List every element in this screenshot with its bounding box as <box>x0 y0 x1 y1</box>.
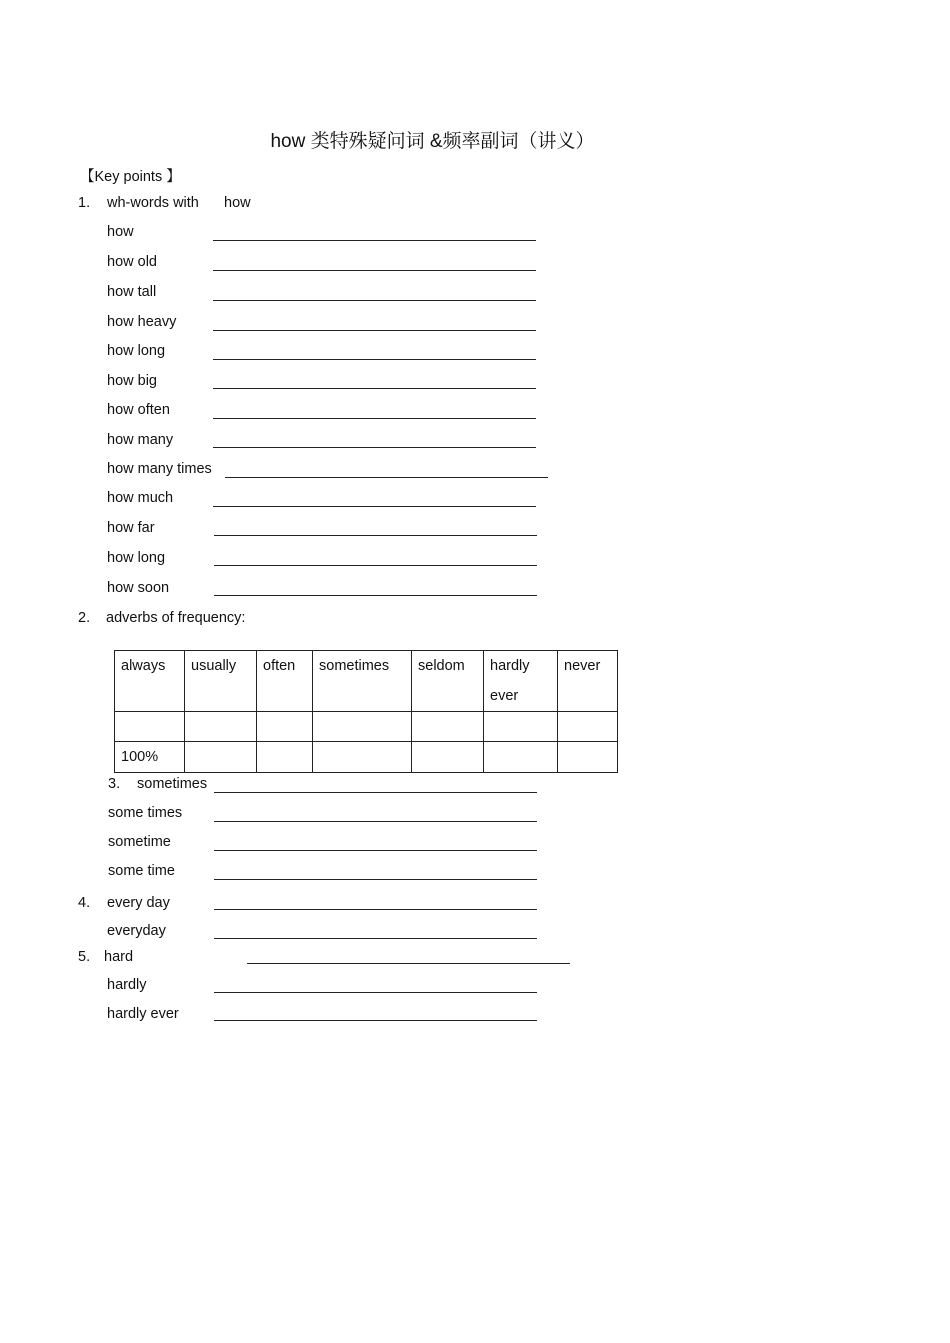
table-header-row <box>115 651 618 712</box>
answer-line <box>213 270 536 271</box>
answer-line <box>213 418 536 419</box>
answer-line <box>214 792 537 793</box>
header-seldom: seldom <box>412 651 484 712</box>
table-cell <box>257 742 313 773</box>
item-hardly-ever: hardly ever <box>107 1006 179 1022</box>
header-ever: ever <box>490 688 519 704</box>
table-cell <box>185 742 257 773</box>
answer-line <box>214 850 537 851</box>
table-cell <box>412 712 484 742</box>
item-how-old: how old <box>107 254 157 270</box>
table-cell <box>558 742 618 773</box>
table-cell <box>185 712 257 742</box>
item-everyday: everyday <box>107 923 166 939</box>
item-how-long: how long <box>107 343 166 359</box>
answer-line <box>213 388 536 389</box>
table-cell <box>484 712 558 742</box>
item-sometimes: sometimes <box>137 776 208 792</box>
item-how-tall: how tall <box>107 284 157 300</box>
item-some-time: some time <box>108 863 175 879</box>
answer-line <box>214 565 537 566</box>
table-cell <box>313 742 412 773</box>
answer-line <box>213 359 536 360</box>
section1-number: 1. <box>78 195 91 211</box>
item-how-many-times: how many times <box>107 461 212 477</box>
section4-number: 4. <box>78 895 91 911</box>
answer-line <box>225 477 548 478</box>
table-cell <box>558 712 618 742</box>
section2-number: 2. <box>78 610 91 626</box>
answer-line <box>214 1020 537 1021</box>
item-how-far: how far <box>107 520 155 536</box>
section5-number: 5. <box>78 949 91 965</box>
table-cell <box>484 742 558 773</box>
header-hardly-ever <box>484 651 558 712</box>
table-row <box>115 742 618 773</box>
header-always: always <box>115 651 185 712</box>
header-often: often <box>257 651 313 712</box>
item-some-times: some times <box>108 805 183 821</box>
item-how-long-2: how long <box>107 550 166 566</box>
item-how: how <box>107 224 134 240</box>
answer-line <box>213 506 536 507</box>
table-cell <box>313 712 412 742</box>
answer-line <box>213 240 536 241</box>
answer-line <box>214 879 537 880</box>
key-points-label: 【Key points 】 <box>80 169 181 185</box>
item-every-day: every day <box>107 895 170 911</box>
answer-line <box>214 992 537 993</box>
answer-line <box>213 330 536 331</box>
percent-cell: 100% <box>115 742 185 773</box>
item-hardly: hardly <box>107 977 147 993</box>
answer-line <box>214 909 537 910</box>
table-row <box>115 712 618 742</box>
item-how-much: how much <box>107 490 174 506</box>
table-cell <box>257 712 313 742</box>
item-how-many: how many <box>107 432 174 448</box>
section1-heading: wh-words with <box>107 195 199 211</box>
page-title: how 类特殊疑问词 &频率副词（讲义） <box>270 131 595 152</box>
item-sometime: sometime <box>108 834 171 850</box>
answer-line <box>214 535 537 536</box>
table-cell <box>115 712 185 742</box>
header-hardly: hardly <box>490 658 530 674</box>
item-how-soon: how soon <box>107 580 170 596</box>
answer-line <box>213 447 536 448</box>
header-usually: usually <box>185 651 257 712</box>
item-how-heavy: how heavy <box>107 314 177 330</box>
header-sometimes: sometimes <box>313 651 412 712</box>
section2-heading: adverbs of frequency: <box>106 610 246 626</box>
answer-line <box>213 300 536 301</box>
answer-line <box>247 963 570 964</box>
answer-line <box>214 595 537 596</box>
item-how-big: how big <box>107 373 157 389</box>
item-how-often: how often <box>107 402 170 418</box>
answer-line <box>214 938 537 939</box>
section1-heading-how: how <box>224 195 251 211</box>
answer-line <box>214 821 537 822</box>
header-never: never <box>558 651 618 712</box>
item-hard: hard <box>104 949 134 965</box>
table-cell <box>412 742 484 773</box>
frequency-table <box>114 650 618 773</box>
section3-number: 3. <box>108 776 121 792</box>
